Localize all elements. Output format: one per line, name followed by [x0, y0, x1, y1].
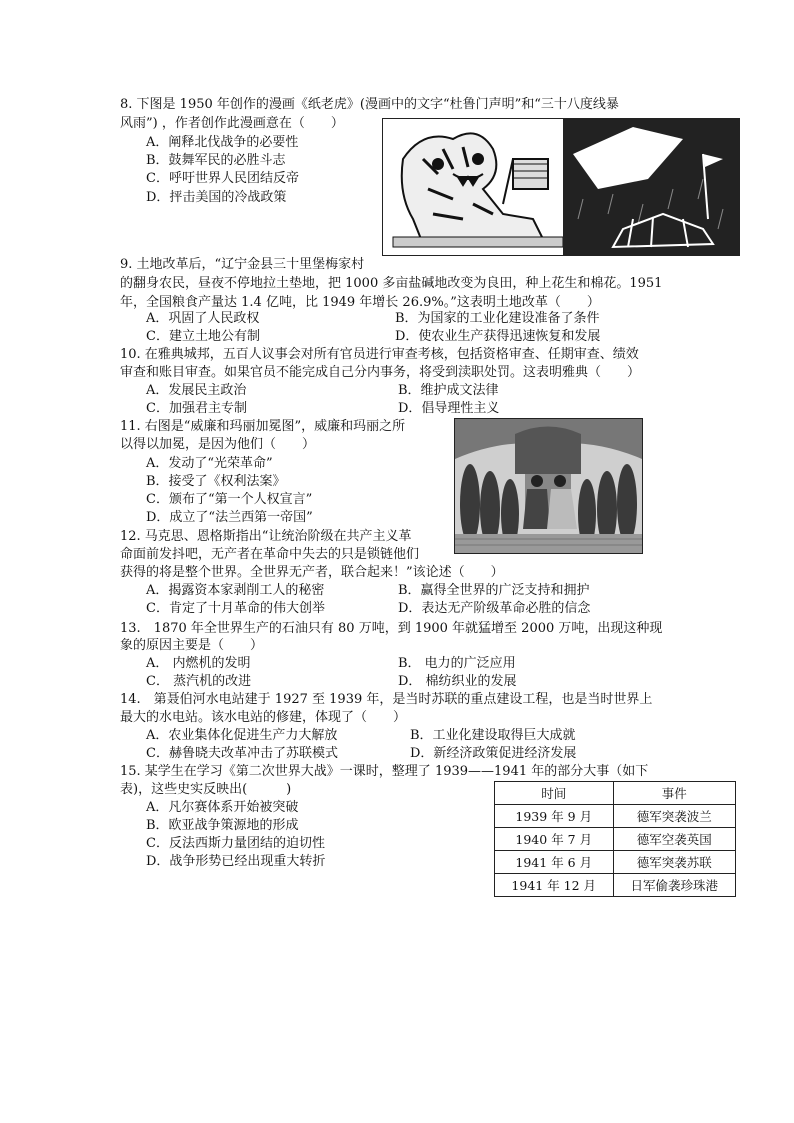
row-event: 德军突袭苏联: [613, 851, 736, 874]
paper-tiger-cartoon: [382, 118, 740, 256]
q11-option-a[interactable]: A．发动了“光荣革命”: [146, 456, 273, 471]
q8-stem-line1: 8. 下图是 1950 年创作的漫画《纸老虎》(漫画中的文字“杜鲁门声明”和“三十八度线暴: [120, 97, 619, 112]
q10-option-a[interactable]: A．发展民主政治: [146, 383, 247, 398]
q11-stem-line1: 11. 右图是“威廉和玛丽加冕图”，威廉和玛丽之所: [120, 419, 406, 434]
row-time: 1941 年 12 月: [495, 874, 614, 897]
coronation-engraving: [454, 418, 643, 554]
q12-option-d[interactable]: D．表达无产阶级革命必胜的信念: [398, 601, 591, 616]
q13-option-b[interactable]: B． 电力的广泛应用: [398, 656, 516, 671]
row-time: 1939 年 9 月: [495, 805, 614, 828]
q11-option-d[interactable]: D．成立了“法兰西第一帝国”: [146, 510, 313, 525]
q15-option-d[interactable]: D．战争形势已经出现重大转折: [146, 854, 326, 869]
q13-option-d[interactable]: D． 棉纺织业的发展: [398, 674, 517, 689]
q10-stem-line2: 审查和账目审查。如果官员不能完成自己分内事务，将受到渎职处罚。这表明雅典（ ）: [120, 365, 641, 380]
events-table: [494, 781, 736, 897]
q14-option-a[interactable]: A．农业集体化促进生产力大解放: [146, 728, 338, 743]
q15-option-c[interactable]: C．反法西斯力量团结的迫切性: [146, 836, 325, 851]
row-event: 德军突袭波兰: [613, 805, 736, 828]
q15-stem-line1: 15. 某学生在学习《第二次世界大战》一课时，整理了 1939——1941 年的部分大事（如下: [120, 764, 649, 779]
q8-option-a[interactable]: A．阐释北伐战争的必要性: [146, 135, 299, 150]
table-row: [495, 851, 736, 874]
q10-option-b[interactable]: B．维护成文法律: [398, 383, 499, 398]
q9-option-b[interactable]: B．为国家的工业化建设准备了条件: [395, 311, 600, 326]
q15-stem-line2: 表)，这些史实反映出( ): [120, 782, 292, 797]
q10-stem-line1: 10. 在雅典城邦，五百人议事会对所有官员进行审查考核，包括资格审查、任期审查、绩效: [120, 347, 639, 362]
q9-option-a[interactable]: A．巩固了人民政权: [146, 311, 260, 326]
q14-stem-line2: 最大的水电站。该水电站的修建，体现了（ ）: [120, 710, 407, 725]
q14-option-b[interactable]: B．工业化建设取得巨大成就: [410, 728, 576, 743]
q10-option-d[interactable]: D．倡导理性主义: [398, 401, 500, 416]
row-time: 1940 年 7 月: [495, 828, 614, 851]
q11-stem-line2: 以得以加冕，是因为他们（ ）: [120, 437, 316, 452]
q9-stem-line1: 9. 土地改革后，“辽宁金县三十里堡梅家村: [120, 257, 365, 272]
q9-stem-line3: 年，全国粮食产量达 1.4 亿吨，比 1949 年增长 26.9%。”这表明土地改革（ ）: [120, 295, 600, 310]
q15-option-b[interactable]: B．欧亚战争策源地的形成: [146, 818, 299, 833]
row-event: 日军偷袭珍珠港: [613, 874, 736, 897]
q12-stem-line3: 获得的将是整个世界。全世界无产者，联合起来！”该论述（ ）: [120, 565, 504, 580]
q11-option-c[interactable]: C．颁布了“第一个人权宣言”: [146, 492, 313, 507]
q12-stem-line1: 12. 马克思、恩格斯指出“让统治阶级在共产主义革: [120, 529, 412, 544]
row-event: 德军空袭英国: [613, 828, 736, 851]
q13-stem-line1: 13. 1870 年全世界生产的石油只有 80 万吨，到 1900 年就猛增至 2000 万吨，出现这种现: [120, 621, 663, 636]
q15-option-a[interactable]: A．凡尔赛体系开始被突破: [146, 800, 299, 815]
events-table-header: [495, 782, 736, 805]
table-row: [495, 828, 736, 851]
q12-option-a[interactable]: A．揭露资本家剥削工人的秘密: [146, 583, 325, 598]
q14-option-d[interactable]: D．新经济政策促进经济发展: [410, 746, 577, 761]
table-row: [495, 805, 736, 828]
q11-option-b[interactable]: B．接受了《权利法案》: [146, 474, 286, 489]
q9-option-d[interactable]: D．使农业生产获得迅速恢复和发展: [395, 329, 601, 344]
q13-stem-line2: 象的原因主要是（ ）: [120, 638, 264, 653]
q14-stem-line1: 14. 第聂伯河水电站建于 1927 至 1939 年，是当时苏联的重点建设工程，也是当时世界上: [120, 692, 653, 707]
q9-option-c[interactable]: C．建立土地公有制: [146, 329, 260, 344]
q8-stem-line2: 风雨”) ，作者创作此漫画意在（ ）: [120, 116, 344, 131]
header-event: 事件: [613, 782, 736, 805]
q8-option-c[interactable]: C．呼吁世界人民团结反帝: [146, 171, 299, 186]
q12-option-c[interactable]: C．肯定了十月革命的伟大创举: [146, 601, 325, 616]
q13-option-c[interactable]: C． 蒸汽机的改进: [146, 674, 252, 689]
table-row: [495, 874, 736, 897]
row-time: 1941 年 6 月: [495, 851, 614, 874]
q10-option-c[interactable]: C．加强君主专制: [146, 401, 247, 416]
q14-option-c[interactable]: C．赫鲁晓夫改革冲击了苏联模式: [146, 746, 338, 761]
q12-option-b[interactable]: B．赢得全世界的广泛支持和拥护: [398, 583, 590, 598]
q9-stem-line2: 的翻身农民，昼夜不停地拉土垫地，把 1000 多亩盐碱地改变为良田，种上花生和棉花。1951: [120, 276, 663, 291]
header-time: 时间: [495, 782, 614, 805]
q8-option-d[interactable]: D．抨击美国的冷战政策: [146, 190, 287, 205]
q12-stem-line2: 命面前发抖吧，无产者在革命中失去的只是锁链他们: [120, 547, 420, 562]
q8-option-b[interactable]: B．鼓舞军民的必胜斗志: [146, 153, 286, 168]
q13-option-a[interactable]: A． 内燃机的发明: [146, 656, 251, 671]
